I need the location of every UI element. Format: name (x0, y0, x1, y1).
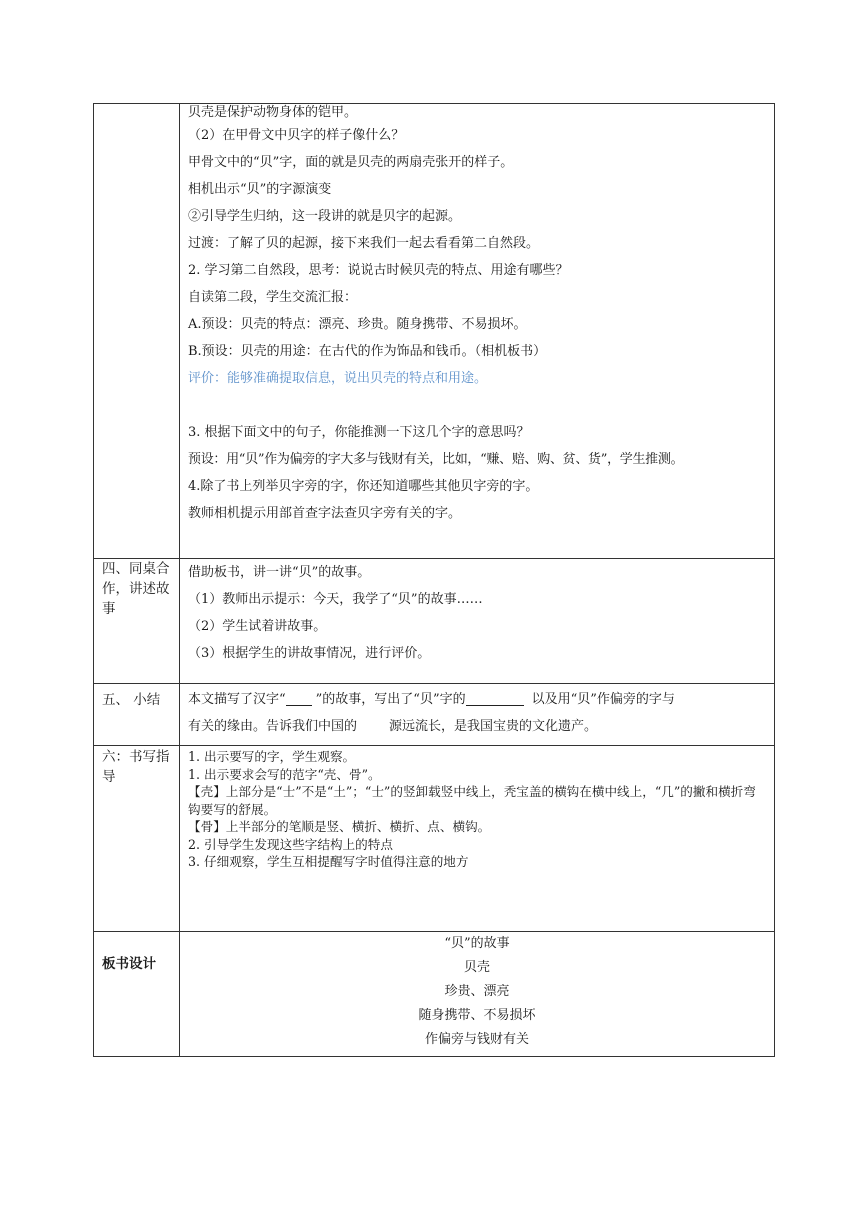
row-label-empty (94, 104, 180, 559)
text-line: 预设：用“贝”作为偏旁的字大多与钱财有关，比如，“赚、赔、购、贫、货”，学生推测。 (188, 452, 684, 467)
text-line: 过渡：了解了贝的起源，接下来我们一起去看看第二自然段。 (188, 236, 540, 251)
summary-text: ”的故事，写出了“贝”字的 (315, 692, 466, 707)
text-line: 1. 出示要写的字，学生观察。 (188, 749, 356, 764)
section-5-label: 五、 小结 (94, 684, 180, 746)
summary-text: 以及用“贝”作偏旁的字与 (531, 692, 675, 707)
text-line: A.预设：贝壳的特点：漂亮、珍贵。随身携带、不易损坏。 (188, 317, 527, 332)
board-line: 贝壳 (463, 960, 490, 975)
text-line: 3. 仔细观察，学生互相提醒写字时值得注意的地方 (188, 854, 469, 869)
text-line: （1）教师出示提示：今天，我学了“贝”的故事…… (188, 592, 483, 607)
section-6-body (180, 746, 775, 932)
text-line: 2. 学习第二自然段，思考：说说古时候贝壳的特点、用途有哪些？ (188, 263, 569, 278)
lesson-plan-table (93, 103, 775, 1057)
row-section-5 (94, 684, 775, 746)
text-line: （2）学生试着讲故事。 (188, 619, 327, 634)
fill-blank (286, 691, 312, 706)
row-section-6 (94, 746, 775, 932)
text-line: 相机出示“贝”的字源演变 (188, 182, 332, 197)
summary-text: 源远流长，是我国宝贵的文化遗产。 (389, 719, 598, 734)
text-line: 【骨】上半部分的笔顺是竖、横折、横折、点、横钩。 (188, 819, 491, 834)
board-line: 作偏旁与钱财有关 (424, 1032, 529, 1047)
summary-text: 有关的缘由。告诉我们中国的 (188, 719, 358, 734)
text-line: 甲骨文中的“贝”字，面的就是贝壳的两扇壳张开的样子。 (188, 155, 514, 170)
text-line: 教师相机提示用部首查字法查贝字旁有关的字。 (188, 506, 462, 521)
blank-spacer (188, 392, 774, 419)
text-line: 1. 出示要求会写的范字“壳、骨”。 (188, 766, 381, 782)
row-teaching-process (94, 104, 775, 559)
section-5-body (180, 684, 775, 746)
board-design-label: 板书设计 (94, 932, 180, 1057)
text-line: （2）在甲骨文中贝字的样子像什么？ (188, 128, 405, 143)
board-line: 珍贵、漂亮 (444, 984, 510, 999)
text-line: ②引导学生归纳，这一段讲的就是贝字的起源。 (188, 209, 462, 224)
text-line: 2. 引导学生发现这些字结构上的特点 (188, 836, 393, 852)
section-4-body (180, 559, 775, 684)
text-line: 【壳】上部分是“士”不是“土”；“士”的竖卸载竖中线上，秃宝盖的横钩在横中线上，“几”的撇和横折弯钩要写的舒展。 (188, 784, 756, 817)
board-line: “贝”的故事 (444, 936, 510, 951)
row-board-design (94, 932, 775, 1057)
section-4-label: 四、同桌合作，讲述故事 (94, 559, 180, 684)
summary-line-1 (188, 684, 774, 713)
summary-line-2 (188, 713, 774, 740)
board-line: 随身携带、不易损坏 (418, 1008, 536, 1023)
section-6-label: 六：书写指导 (94, 746, 180, 932)
board-design-body (180, 932, 775, 1057)
summary-text: 本文描写了汉字“ (188, 692, 286, 707)
text-line: B.预设：贝壳的用途：在古代的作为饰品和钱币。（相机板书） (188, 344, 547, 359)
teaching-process-body (180, 104, 775, 559)
text-line: 3. 根据下面文中的句子，你能推测一下这几个字的意思吗？ (188, 425, 530, 440)
evaluation-line: 评价：能够准确提取信息，说出贝壳的特点和用途。 (188, 371, 488, 386)
row-section-4 (94, 559, 775, 684)
text-line: 贝壳是保护动物身体的铠甲。 (188, 105, 358, 120)
text-line: 借助板书，讲一讲“贝”的故事。 (188, 565, 371, 580)
text-line: 自读第二段，学生交流汇报： (188, 290, 358, 305)
fill-blank (466, 691, 524, 706)
text-line: 4.除了书上列举贝字旁的字，你还知道哪些其他贝字旁的字。 (188, 479, 539, 494)
text-line: （3）根据学生的讲故事情况，进行评价。 (188, 646, 431, 661)
